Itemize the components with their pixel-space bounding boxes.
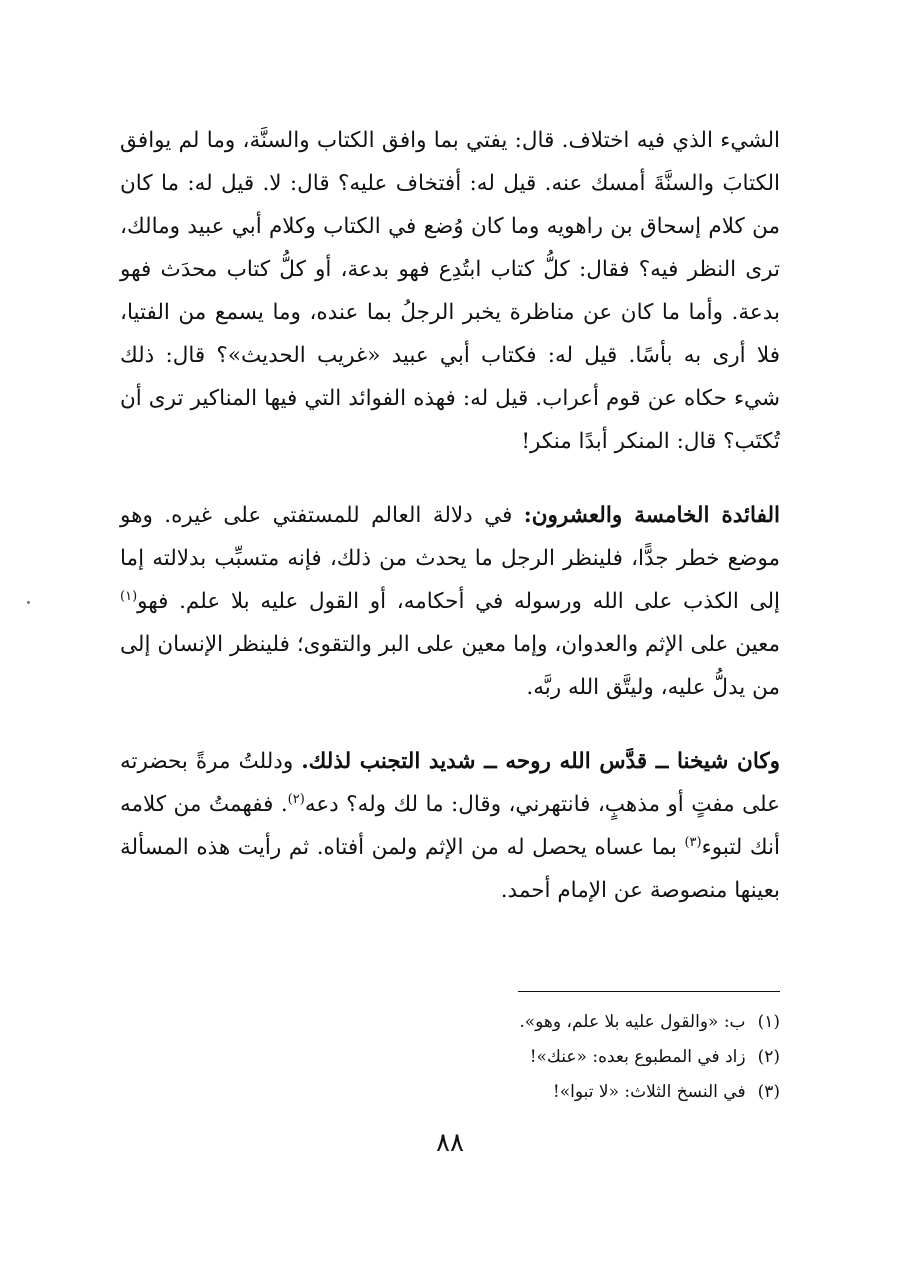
page-number: ٨٨ bbox=[436, 1128, 464, 1158]
paragraph-1: الشيء الذي فيه اختلاف. قال: يفتي بما وافق الكتاب والسنَّة، وما لم يوافق الكتابَ والسنَّةَ أمسك عنه. قيل له: أفتخاف عليه؟ قال: لا. قيل له: ما كان من كلام إسحاق بن راهويه وما كان وُضع في الكتاب وكلام أبي عبيد ومالك، ترى النظر فيه؟ فقال: كلُّ كتاب ابتُدِع فهو بدعة، أو كلُّ كتاب محدَث فهو بدعة. وأما ما كان عن مناظرة يخبر الرجلُ بما عنده، وما يسمع من الفتيا، فلا أرى به بأسًا. قيل له: فكتاب أبي عبيد «غريب الحديث»؟ قال: ذلك شيء حكاه عن قوم أعراب. قيل له: فهذه الفوائد التي فيها المناكير ترى أن تُكتَب؟ قال: المنكر أبدًا منكر! bbox=[120, 128, 780, 454]
paragraph-2-text-b: معين على الإثم والعدوان، وإما معين على البر والتقوى؛ فلينظر الإنسان إلى من يدلُّ عليه، وليتَّق الله ربَّه. bbox=[120, 632, 780, 700]
paragraph-3-text-a: ودللتُ مرةً بحضرته على مفتٍ أو مذهبٍ، فانتهرني، وقال: ما لك وله؟ دعه bbox=[120, 749, 780, 817]
footnotes-list bbox=[300, 1005, 780, 1110]
paragraph-3-text-c: بما عساه يحصل له من الإثم ولمن أفتاه. ثم رأيت هذه المسألة بعينها منصوصة عن الإمام أحمد. bbox=[120, 835, 780, 903]
footnote-text: ب: «والقول عليه بلا علم، وهو». bbox=[519, 1012, 746, 1032]
footnote-item bbox=[300, 1005, 780, 1040]
footnote-number: (٢) bbox=[757, 1047, 780, 1067]
footnote-number: (١) bbox=[757, 1012, 780, 1032]
paragraph-3 bbox=[120, 740, 780, 912]
footnote-marker-1[interactable]: (١) bbox=[120, 588, 138, 604]
footnote-text: زاد في المطبوع بعده: «عنك»! bbox=[529, 1047, 746, 1067]
footnote-item bbox=[300, 1040, 780, 1075]
paragraph-3-text-b: . ففهمتُ من كلامه أنك لتبوء bbox=[120, 792, 781, 860]
footnote-number: (٣) bbox=[757, 1082, 780, 1102]
paragraph-2-text-a: في دلالة العالم للمستفتي على غيره. وهو موضع خطر جدًّا، فلينظر الرجل ما يحدث من ذلك، فإنه متسبِّب بدلالته إما إلى الكذب على الله ورسوله في أحكامه، أو القول عليه بلا علم. فهو bbox=[120, 503, 780, 614]
footnote-text: في النسخ الثلاث: «لا تبوا»! bbox=[552, 1082, 746, 1102]
footnote-marker-3[interactable]: (٣) bbox=[684, 834, 702, 850]
sheikh-statement: وكان شيخنا ــ قدَّس الله روحه ــ شديد التجنب لذلك. bbox=[301, 749, 780, 774]
benefit-heading: الفائدة الخامسة والعشرون: bbox=[523, 503, 780, 528]
footnote-divider bbox=[518, 991, 780, 992]
footnote-marker-2[interactable]: (٢) bbox=[287, 791, 305, 807]
paragraph-2 bbox=[120, 494, 780, 709]
footnote-item bbox=[300, 1075, 780, 1110]
margin-speck bbox=[27, 601, 30, 604]
